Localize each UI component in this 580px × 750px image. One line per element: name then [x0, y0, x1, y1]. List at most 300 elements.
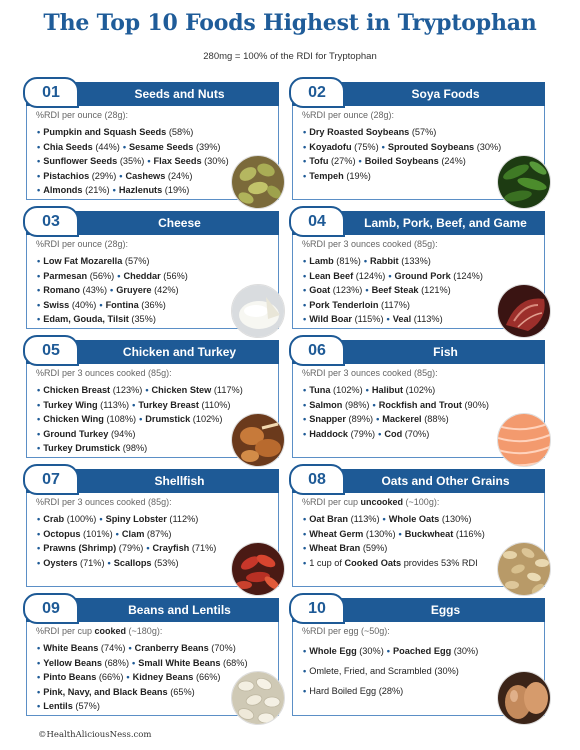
food-rdi-value: (57%): [124, 256, 150, 266]
card-number: 07: [23, 464, 79, 495]
food-rdi-value: (101%): [83, 528, 113, 539]
food-rdi-value: (59%): [362, 543, 388, 553]
food-row: [37, 641, 272, 656]
rdi-basis: %RDI per egg (~50g):: [302, 626, 390, 636]
food-rdi-value: (124%): [355, 270, 386, 281]
food-row: [37, 125, 272, 140]
rdi-basis: %RDI per cup cooked (~180g):: [36, 626, 163, 636]
bullet-icon: •: [37, 270, 41, 281]
rdi-basis: %RDI per 3 ounces cooked (85g):: [302, 368, 438, 378]
food-rdi-value: (108%): [106, 414, 137, 424]
food-rdi-value: (57%): [75, 701, 100, 711]
food-rdi-value: (112%): [169, 514, 199, 524]
page-title: The Top 10 Foods Highest in Tryptophan: [43, 10, 537, 36]
card-category-title: Chicken and Turkey: [122, 345, 237, 359]
food-card-08: [292, 469, 545, 587]
food-rdi-value: (24%): [167, 170, 193, 181]
bullet-icon: •: [37, 672, 41, 682]
bullet-icon: •: [37, 185, 41, 195]
bullet-icon: •: [303, 170, 307, 181]
food-name: Beef Steak: [371, 285, 419, 295]
eggs-image: [497, 671, 551, 725]
food-rdi-value: (75%): [354, 141, 379, 152]
food-name: Flax Seeds: [153, 156, 202, 166]
bullet-icon: •: [303, 127, 307, 137]
food-rdi-value: (35%): [131, 314, 156, 324]
card-category-title: Eggs: [430, 603, 461, 617]
food-name: Scallops: [113, 557, 152, 568]
food-rdi-value: (29%): [91, 170, 117, 181]
food-name: Halibut: [371, 385, 404, 395]
bullet-separator: •: [145, 385, 149, 395]
bullet-icon: •: [303, 256, 307, 266]
food-row: [303, 661, 538, 681]
food-name: Parmesan: [43, 270, 88, 281]
food-row: [37, 527, 272, 542]
bullet-separator: •: [363, 256, 368, 266]
rdi-basis: %RDI per ounce (28g):: [36, 239, 129, 249]
food-card-04: [292, 211, 545, 329]
bullet-separator: •: [115, 528, 119, 539]
food-row: [303, 512, 538, 527]
food-row: [37, 656, 272, 671]
bullet-icon: •: [303, 141, 307, 152]
food-rdi-value: (24%): [441, 156, 466, 166]
food-card-09: [26, 598, 279, 716]
food-name: Almonds: [43, 185, 83, 195]
food-row: [303, 641, 538, 661]
food-name: Boiled Soybeans: [364, 156, 439, 166]
food-rdi-value: (71%): [191, 543, 217, 553]
food-name: Fontina: [105, 299, 139, 310]
food-row: [37, 140, 272, 155]
card-number: 08: [289, 464, 345, 495]
food-rdi-value: (68%): [104, 657, 130, 668]
oats-image: [497, 542, 551, 596]
bullet-separator: •: [126, 672, 130, 682]
food-rdi-value: (56%): [89, 270, 115, 281]
bullet-icon: •: [37, 443, 41, 453]
bullet-separator: •: [372, 399, 376, 410]
food-row: [303, 140, 538, 155]
bullet-separator: •: [128, 643, 132, 653]
food-rdi-value: (30%): [453, 646, 479, 656]
pumpkin-seeds-image: [231, 155, 285, 209]
food-rdi-value: (116%): [455, 528, 485, 539]
food-name: Turkey Breast: [138, 399, 199, 410]
rdi-basis: %RDI per 3 ounces cooked (85g):: [302, 239, 438, 249]
food-name: Wheat Germ: [309, 528, 364, 539]
food-name: Haddock: [309, 428, 349, 439]
food-name: Lamb: [309, 256, 334, 266]
bullet-icon: •: [37, 543, 41, 553]
rdi-basis: %RDI per ounce (28g):: [36, 110, 129, 120]
bullet-separator: •: [139, 414, 143, 424]
food-rdi-value: (113%): [350, 514, 380, 524]
bullet-separator: •: [146, 543, 150, 553]
food-name: Salmon: [309, 399, 343, 410]
bullet-separator: •: [382, 514, 386, 524]
bullet-icon: •: [37, 428, 41, 439]
beans-image: [231, 671, 285, 725]
food-name: Lean Beef: [309, 270, 354, 281]
bullet-icon: •: [37, 399, 41, 410]
card-category-title: Beans and Lentils: [128, 603, 231, 617]
meat-image: [497, 284, 551, 338]
food-name: Octopus: [43, 528, 81, 539]
bullet-icon: •: [303, 557, 307, 568]
food-row: [303, 398, 538, 413]
bullet-icon: •: [37, 156, 41, 166]
food-rdi-value: (81%): [336, 256, 361, 266]
food-rdi-value: (117%): [381, 299, 410, 310]
bullet-separator: •: [110, 285, 114, 295]
food-name: Sprouted Soybeans: [387, 141, 475, 152]
bullet-icon: •: [37, 414, 41, 424]
food-name: Low Fat Mozarella: [43, 256, 123, 266]
bullet-separator: •: [365, 385, 369, 395]
food-rdi-value: (102%): [192, 414, 223, 424]
food-name: Edam, Gouda, Tilsit: [43, 314, 129, 324]
food-rdi-value: (89%): [348, 414, 374, 424]
food-rdi-value: (27%): [331, 156, 356, 166]
bullet-separator: •: [107, 557, 111, 568]
food-name: White Beans: [43, 643, 99, 653]
food-name: Chicken Breast: [43, 385, 111, 395]
food-name: Cheddar: [123, 270, 161, 281]
food-rdi-value: (30%): [434, 666, 459, 676]
food-name: Swiss: [43, 299, 70, 310]
bullet-separator: •: [119, 170, 123, 181]
bullet-icon: •: [303, 514, 307, 524]
bullet-icon: •: [37, 256, 41, 266]
food-name: Chicken Wing: [43, 414, 104, 424]
food-name: Rockfish and Trout: [378, 399, 462, 410]
food-row: [303, 125, 538, 140]
food-rdi-value: (133%): [401, 256, 431, 266]
food-name: Goat: [309, 285, 331, 295]
food-row: [37, 254, 272, 269]
food-card-07: [26, 469, 279, 587]
food-rdi-value: (79%): [118, 543, 144, 553]
food-row: [303, 254, 538, 269]
bullet-separator: •: [378, 428, 382, 439]
food-name: Oat Bran: [309, 514, 349, 524]
bullet-separator: •: [122, 141, 127, 152]
card-header: [26, 82, 279, 106]
food-name: Dry Roasted Soybeans: [309, 127, 410, 137]
card-category-title: Cheese: [158, 216, 201, 230]
food-rdi-value: (87%): [146, 528, 172, 539]
food-card-03: [26, 211, 279, 329]
bullet-separator: •: [381, 141, 385, 152]
food-name: Lentils: [43, 701, 73, 711]
food-name: Drumstick: [145, 414, 191, 424]
food-rdi-value: (57%): [411, 127, 437, 137]
food-rdi-value: (44%): [95, 141, 120, 152]
food-name: Chicken Stew: [151, 385, 212, 395]
food-name: Rabbit: [370, 256, 399, 266]
food-row: [37, 269, 272, 284]
food-name: Omlete, Fried, and Scrambled: [309, 666, 432, 676]
food-card-06: [292, 340, 545, 458]
rdi-basis: %RDI per 3 ounces cooked (85g):: [36, 497, 172, 507]
food-name: Oysters: [43, 557, 78, 568]
food-name: Tofu: [309, 156, 329, 166]
food-name: Romano: [43, 285, 80, 295]
food-rdi-value: (113%): [413, 314, 443, 324]
bullet-icon: •: [37, 141, 41, 152]
copyright-footer: ©HealthAliciousNess.com: [38, 730, 152, 740]
bullet-icon: •: [37, 557, 41, 568]
food-rdi-value: (30%): [204, 156, 229, 166]
card-header: [292, 469, 545, 493]
bullet-separator: •: [99, 299, 103, 310]
food-rdi-value: (39%): [195, 141, 221, 152]
food-name: Cod: [384, 428, 403, 439]
food-rdi-value: (121%): [421, 285, 451, 295]
card-header: [292, 598, 545, 622]
food-rdi-value: (94%): [110, 428, 136, 439]
food-rdi-value: (74%): [100, 643, 126, 653]
card-category-title: Seeds and Nuts: [134, 87, 225, 101]
rdi-basis: %RDI per cup uncooked (~100g):: [302, 497, 440, 507]
food-rdi-value: (19%): [346, 170, 371, 181]
food-rdi-value: (21%): [85, 185, 110, 195]
bullet-separator: •: [117, 270, 121, 281]
food-name: Kidney Beans: [132, 672, 194, 682]
bullet-icon: •: [303, 285, 307, 295]
card-number: 02: [289, 77, 345, 108]
food-rdi-value: (56%): [163, 270, 188, 281]
bullet-icon: •: [303, 156, 307, 166]
food-rdi-value: (70%): [211, 643, 236, 653]
food-name: Turkey Drumstick: [43, 443, 121, 453]
food-name: Gruyere: [116, 285, 152, 295]
food-rdi-value: (42%): [154, 285, 179, 295]
food-rdi-value: (66%): [195, 672, 221, 682]
bullet-icon: •: [37, 170, 41, 181]
bullet-icon: •: [303, 270, 307, 281]
food-name: Sunflower Seeds: [43, 156, 118, 166]
crayfish-image: [231, 542, 285, 596]
bullet-separator: •: [358, 156, 362, 166]
food-name: Whole Egg: [309, 646, 357, 656]
food-rdi-value: (35%): [119, 156, 145, 166]
card-header: [26, 211, 279, 235]
food-row: [37, 383, 272, 398]
card-header: [26, 469, 279, 493]
bullet-icon: •: [303, 686, 307, 696]
card-number: 03: [23, 206, 79, 237]
food-rdi-value: (30%): [359, 646, 384, 656]
food-rdi-value: (40%): [71, 299, 97, 310]
food-name: Small White Beans: [138, 657, 221, 668]
bullet-separator: •: [132, 657, 136, 668]
bullet-separator: •: [386, 314, 390, 324]
food-rdi-value: (19%): [164, 185, 190, 195]
bullet-icon: •: [37, 514, 41, 524]
bullet-separator: •: [386, 646, 390, 656]
food-note: • 1 cup of Cooked Oats provides 53% RDI: [303, 557, 478, 568]
food-name: Cranberry Beans: [134, 643, 209, 653]
food-row: [303, 269, 538, 284]
food-rdi-value: (36%): [141, 299, 166, 310]
food-name: Tempeh: [309, 170, 344, 181]
food-name: Ground Pork: [394, 270, 451, 281]
rdi-basis: %RDI per 3 ounces cooked (85g):: [36, 368, 172, 378]
card-header: [26, 340, 279, 364]
food-name: Pork Tenderloin: [309, 299, 379, 310]
food-rdi-value: (58%): [168, 127, 194, 137]
food-rdi-value: (110%): [201, 399, 231, 410]
bullet-icon: •: [303, 385, 307, 395]
bullet-icon: •: [303, 399, 307, 410]
food-name: Hazlenuts: [118, 185, 163, 195]
food-rdi-value: (68%): [223, 657, 248, 668]
bullet-icon: •: [37, 686, 41, 697]
card-category-title: Lamb, Pork, Beef, and Game: [364, 216, 527, 230]
page-subtitle: 280mg = 100% of the RDI for Tryptophan: [203, 51, 377, 62]
food-card-01: [26, 82, 279, 200]
food-rdi-value: (123%): [112, 385, 143, 395]
bullet-icon: •: [37, 701, 41, 711]
food-name: Clam: [121, 528, 145, 539]
bullet-separator: •: [99, 514, 103, 524]
soybeans-image: [497, 155, 551, 209]
food-name: Spiny Lobster: [105, 514, 167, 524]
rdi-basis: %RDI per ounce (28g):: [302, 110, 395, 120]
food-row: [303, 383, 538, 398]
bullet-separator: •: [388, 270, 392, 281]
card-header: [26, 598, 279, 622]
food-row: [37, 512, 272, 527]
food-name: Yellow Beans: [43, 657, 102, 668]
bullet-separator: •: [112, 185, 116, 195]
card-number: 09: [23, 593, 79, 624]
salmon-image: [497, 413, 551, 467]
bullet-icon: •: [303, 528, 307, 539]
card-category-title: Fish: [433, 345, 458, 359]
food-name: Wild Boar: [309, 314, 353, 324]
bullet-icon: •: [37, 285, 41, 295]
bullet-icon: •: [303, 666, 307, 676]
food-card-02: [292, 82, 545, 200]
bullet-icon: •: [37, 314, 41, 324]
food-rdi-value: (98%): [122, 443, 148, 453]
food-name: Crayfish: [152, 543, 190, 553]
food-name: Whole Oats: [388, 514, 440, 524]
food-name: Turkey Wing: [43, 399, 98, 410]
card-header: [292, 340, 545, 364]
food-name: Ground Turkey: [43, 428, 109, 439]
food-name: Pinto Beans: [43, 672, 97, 682]
food-rdi-value: (98%): [344, 399, 370, 410]
food-name: Mackerel: [382, 414, 422, 424]
card-header: [292, 211, 545, 235]
food-rdi-value: (90%): [464, 399, 489, 410]
bullet-icon: •: [37, 528, 41, 539]
food-rdi-value: (130%): [441, 514, 472, 524]
food-name: Pistachios: [43, 170, 90, 181]
food-rdi-value: (100%): [66, 514, 97, 524]
bullet-separator: •: [376, 414, 380, 424]
food-name: Pumpkin and Squash Seeds: [43, 127, 167, 137]
food-name: Crab: [43, 514, 65, 524]
food-name: Poached Egg: [392, 646, 452, 656]
card-number: 04: [289, 206, 345, 237]
food-name: Veal: [392, 314, 412, 324]
cheese-image: [231, 284, 285, 338]
bullet-separator: •: [398, 528, 402, 539]
food-name: Prawns (Shrimp): [43, 543, 117, 553]
bullet-icon: •: [303, 646, 307, 656]
bullet-icon: •: [37, 657, 41, 668]
food-rdi-value: (71%): [80, 557, 105, 568]
food-name: Tuna: [309, 385, 331, 395]
food-name: Pink, Navy, and Black Beans: [43, 686, 168, 697]
food-name: Snapper: [309, 414, 346, 424]
bullet-icon: •: [303, 299, 307, 310]
bullet-separator: •: [147, 156, 151, 166]
food-row: [303, 527, 538, 542]
food-name: Wheat Bran: [309, 543, 361, 553]
bullet-separator: •: [132, 399, 136, 410]
card-number: 10: [289, 593, 345, 624]
food-rdi-value: (124%): [453, 270, 483, 281]
food-rdi-value: (65%): [170, 686, 195, 697]
chicken-image: [231, 413, 285, 467]
food-rdi-value: (53%): [154, 557, 179, 568]
food-rdi-value: (66%): [98, 672, 124, 682]
food-name: Buckwheat: [404, 528, 454, 539]
bullet-icon: •: [37, 643, 41, 653]
bullet-icon: •: [303, 314, 307, 324]
food-row: [37, 398, 272, 413]
food-rdi-value: (70%): [404, 428, 430, 439]
card-header: [292, 82, 545, 106]
bullet-icon: •: [303, 414, 307, 424]
food-rdi-value: (102%): [405, 385, 436, 395]
food-rdi-value: (102%): [333, 385, 363, 395]
bullet-icon: •: [37, 299, 41, 310]
card-category-title: Soya Foods: [411, 87, 480, 101]
card-category-title: Shellfish: [154, 474, 205, 488]
bullet-icon: •: [303, 428, 307, 439]
food-rdi-value: (115%): [354, 314, 384, 324]
food-rdi-value: (130%): [365, 528, 396, 539]
food-card-05: [26, 340, 279, 458]
food-rdi-value: (28%): [378, 686, 404, 696]
food-name: Sesame Seeds: [129, 141, 194, 152]
food-card-10: [292, 598, 545, 716]
food-rdi-value: (30%): [476, 141, 502, 152]
food-name: Cashews: [125, 170, 166, 181]
food-rdi-value: (123%): [332, 285, 363, 295]
card-number: 06: [289, 335, 345, 366]
food-rdi-value: (88%): [424, 414, 449, 424]
bullet-icon: •: [37, 127, 41, 137]
food-name: Chia Seeds: [43, 141, 93, 152]
card-number: 01: [23, 77, 79, 108]
food-rdi-value: (43%): [82, 285, 108, 295]
food-rdi-value: (117%): [213, 385, 243, 395]
card-category-title: Oats and Other Grains: [381, 474, 510, 488]
food-rdi-value: (113%): [100, 399, 130, 410]
bullet-icon: •: [37, 385, 41, 395]
food-rdi-value: (79%): [350, 428, 376, 439]
food-name: Koyadofu: [309, 141, 352, 152]
